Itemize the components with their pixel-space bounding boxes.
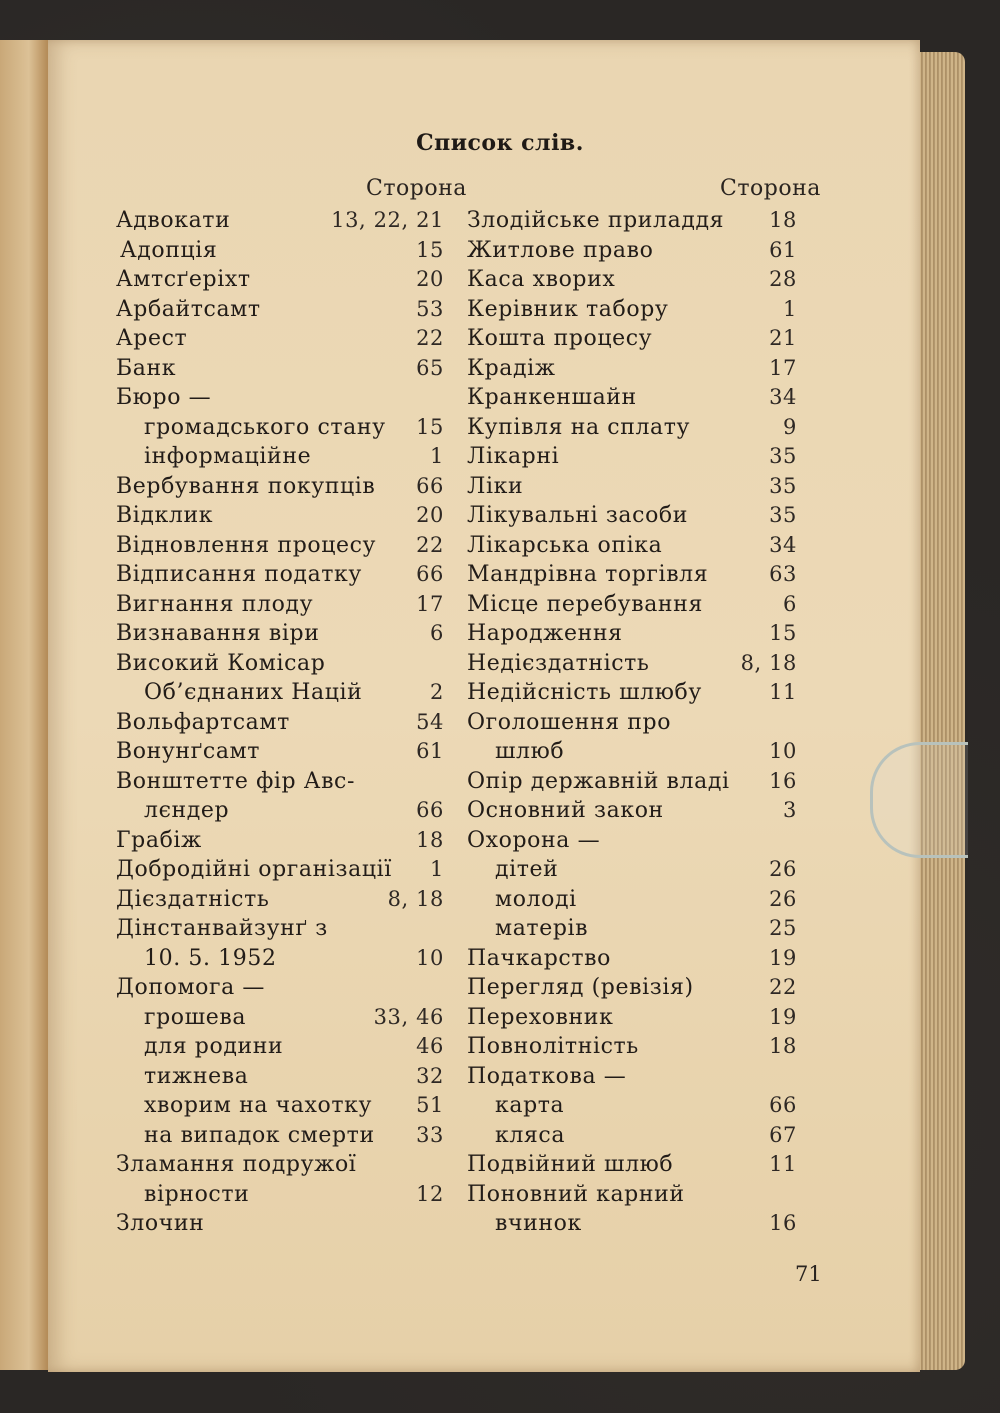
entry-page: 22 [416,532,444,557]
index-entry [116,442,444,472]
index-entry [116,236,444,266]
index-entry [116,678,444,708]
entry-term: хворим на чахотку [144,1093,373,1118]
entry-page: 67 [769,1122,797,1147]
entry-term: Дієздатність [116,886,270,912]
entry-term: Відновлення процесу [116,532,377,558]
entry-term: Податкова — [467,1063,627,1089]
index-entry [116,590,444,620]
entry-term: Відписання податку [116,562,362,587]
entry-page: 19 [769,945,797,970]
entry-page: 46 [416,1034,444,1058]
index-entry [467,206,797,236]
index-entry [116,767,444,797]
entry-page: 32 [416,1063,444,1088]
page-stack-edges [915,52,965,1370]
entry-page: 34 [769,532,797,557]
index-entry [467,649,797,679]
entry-page: 17 [416,591,444,616]
index-entry [467,796,797,826]
entry-page: 66 [416,798,444,822]
bookmark-clip [870,742,968,858]
entry-term: Переховник [467,1004,614,1030]
entry-term: грошева [144,1004,247,1030]
entry-term: для родини [144,1034,284,1059]
index-entry [116,1180,444,1210]
entry-page: 16 [769,1211,797,1235]
index-entry [116,796,444,826]
index-entry [116,472,444,502]
index-entry [116,973,444,1003]
entry-page: 15 [416,237,444,262]
index-entry [467,737,797,767]
entry-term: Оголошення про [467,709,672,735]
index-entry [116,885,444,915]
index-entry [116,413,444,443]
entry-page: 18 [416,827,444,852]
column-header-left: Сторона [366,176,467,201]
entry-page: 16 [769,768,797,793]
index-entry [467,1091,797,1121]
index-entry [467,590,797,620]
entry-page: 33, 46 [373,1004,444,1029]
entry-page: 6 [783,591,797,616]
entry-page: 25 [769,916,797,940]
entry-page: 9 [783,414,797,439]
index-entry [467,708,797,738]
entry-term: Дінстанвайзунґ з [116,916,328,941]
entry-page: 10 [769,739,797,763]
index-entry [116,295,444,325]
index-entry [116,708,444,738]
index-entry [467,295,797,325]
entry-page: 8, 18 [740,650,797,675]
entry-term: Крадіж [467,355,556,381]
entry-term: молоді [495,886,577,912]
page-number: 71 [795,1262,822,1286]
entry-page: 18 [769,1034,797,1058]
entry-term: Подвійний шлюб [467,1152,674,1177]
entry-page: 12 [416,1181,444,1206]
index-entry [467,1062,797,1092]
entry-page: 63 [769,562,797,586]
entry-term: Вербування покупців [116,473,376,499]
entry-term: кляса [495,1122,566,1148]
index-entry [467,855,797,885]
index-column-left [116,206,444,1239]
index-entry [116,649,444,679]
entry-term: Адвокати [116,208,231,233]
index-entry [467,501,797,531]
entry-term: тижнева [144,1063,249,1089]
entry-term: Вонунґсамт [116,739,261,764]
index-entry [116,265,444,295]
entry-term: Злочин [116,1211,205,1236]
entry-page: 35 [769,473,797,498]
index-entry [467,973,797,1003]
entry-page: 35 [769,444,797,468]
index-entry [116,501,444,531]
index-entry [467,767,797,797]
entry-term: Купівля на сплату [467,414,691,440]
entry-term: Лікарні [467,444,560,469]
entry-term: Недійсність шлюбу [467,680,702,705]
index-entry [116,206,444,236]
index-entry [467,236,797,266]
entry-term: на випадок смерти [144,1122,375,1148]
entry-page: 8, 18 [387,886,444,911]
previous-page-edge [0,40,52,1370]
index-entry [467,531,797,561]
entry-page: 15 [769,621,797,645]
index-entry [467,1003,797,1033]
entry-term: Кошта процесу [467,326,653,351]
index-entry [116,1032,444,1062]
index-entry [467,1180,797,1210]
entry-term: дітей [495,857,559,882]
entry-page: 65 [416,355,444,380]
entry-page: 1 [783,296,797,321]
entry-term: 10. 5. 1952 [144,945,277,971]
entry-term: Арест [116,326,188,351]
entry-term: лєндер [144,798,230,823]
entry-page: 17 [769,355,797,380]
index-entry [116,619,444,649]
entry-term: Пачкарство [467,945,611,971]
index-entry [467,1032,797,1062]
index-entry [116,1003,444,1033]
entry-page: 61 [416,739,444,763]
entry-term: Опір державній владі [467,768,730,794]
entry-term: Відклик [116,503,214,528]
index-entry [467,885,797,915]
entry-term: Грабіж [116,827,202,853]
index-entry [116,1209,444,1239]
entry-term: Ліки [467,473,524,499]
entry-term: Народження [467,621,623,646]
index-entry [467,1209,797,1239]
index-entry [467,413,797,443]
entry-page: 20 [416,503,444,527]
index-entry [467,354,797,384]
index-entry [116,1121,444,1151]
entry-page: 10 [416,945,444,970]
entry-term: Банк [116,355,177,381]
entry-term: Кранкеншайн [467,385,637,410]
entry-term: інформаційне [144,444,312,469]
entry-page: 2 [430,680,444,704]
entry-page: 11 [769,680,797,704]
entry-term: Амтсґеріхт [116,267,251,292]
entry-term: Злодійське приладдя [467,208,725,233]
entry-term: Недієздатність [467,650,650,676]
entry-page: 19 [769,1004,797,1029]
index-entry [467,1121,797,1151]
index-entry [116,531,444,561]
entry-term: Основний закон [467,798,664,823]
page-title: Список слів. [416,130,584,156]
entry-page: 61 [769,237,797,262]
entry-term: Житлове право [467,237,654,263]
index-entry [467,944,797,974]
entry-term: громадського стану [144,414,386,440]
entry-term: Вольфартсамт [116,709,290,735]
entry-page: 33 [416,1122,444,1147]
index-entry [467,383,797,413]
index-entry [116,1062,444,1092]
index-column-right [467,206,797,1239]
index-entry [116,1091,444,1121]
index-entry [116,560,444,590]
index-entry [116,944,444,974]
index-entry [467,914,797,944]
index-entry [467,472,797,502]
index-entry [116,324,444,354]
entry-term: вчинок [495,1211,582,1236]
index-entry [116,354,444,384]
entry-page: 53 [416,296,444,321]
index-entry [467,324,797,354]
column-header-right: Сторона [720,176,821,201]
entry-page: 18 [769,208,797,232]
entry-term: Каса хворих [467,267,616,292]
entry-page: 21 [769,326,797,350]
entry-term: Високий Комісар [116,650,326,676]
entry-term: шлюб [495,739,565,764]
entry-page: 51 [416,1093,444,1117]
entry-term: Лікувальні засоби [467,503,689,528]
index-entry [467,826,797,856]
entry-term: Об’єднаних Націй [144,680,363,705]
entry-page: 1 [430,857,444,881]
index-entry [467,442,797,472]
index-entry [467,1150,797,1180]
index-entry [116,737,444,767]
entry-page: 66 [416,473,444,498]
entry-term: Керівник табору [467,296,669,322]
index-entry [467,619,797,649]
entry-page: 15 [416,414,444,439]
index-entry [116,826,444,856]
entry-page: 22 [769,975,797,999]
entry-page: 35 [769,503,797,527]
entry-term: Вонштетте фір Авс- [116,768,356,794]
entry-page: 20 [416,267,444,291]
entry-term: Зламання подружої [116,1152,357,1177]
entry-term: Поновний карний [467,1181,685,1207]
entry-term: Адопція [120,237,218,263]
entry-term: Визнавання віри [116,621,320,646]
entry-page: 54 [416,709,444,734]
index-entry [467,560,797,590]
index-entry [467,678,797,708]
entry-term: вірности [144,1181,250,1207]
entry-term: Перегляд (ревізія) [467,975,694,1000]
entry-term: Вигнання плоду [116,591,314,617]
index-entry [116,855,444,885]
entry-term: карта [495,1093,565,1118]
index-entry [467,265,797,295]
entry-term: Лікарська опіка [467,532,663,558]
entry-page: 28 [769,267,797,291]
entry-term: Місце перебування [467,591,703,617]
entry-page: 3 [783,798,797,822]
entry-page: 66 [416,562,444,586]
entry-term: матерів [495,916,589,941]
entry-page: 22 [416,326,444,350]
entry-term: Допомога — [116,975,266,1000]
index-entry [116,914,444,944]
entry-term: Бюро — [116,385,212,410]
entry-page: 1 [430,444,444,468]
entry-term: Добродійні організації [116,857,392,882]
entry-term: Арбайтсамт [116,296,261,322]
entry-page: 34 [769,385,797,409]
entry-term: Охорона — [467,827,601,853]
entry-page: 26 [769,886,797,911]
index-entry [116,383,444,413]
entry-term: Мандрівна торгівля [467,562,709,587]
entry-page: 13, 22, 21 [331,208,444,232]
index-entry [116,1150,444,1180]
entry-page: 11 [769,1152,797,1176]
entry-page: 26 [769,857,797,881]
entry-term: Повнолітність [467,1034,639,1059]
entry-page: 6 [430,621,444,645]
entry-page: 66 [769,1093,797,1117]
